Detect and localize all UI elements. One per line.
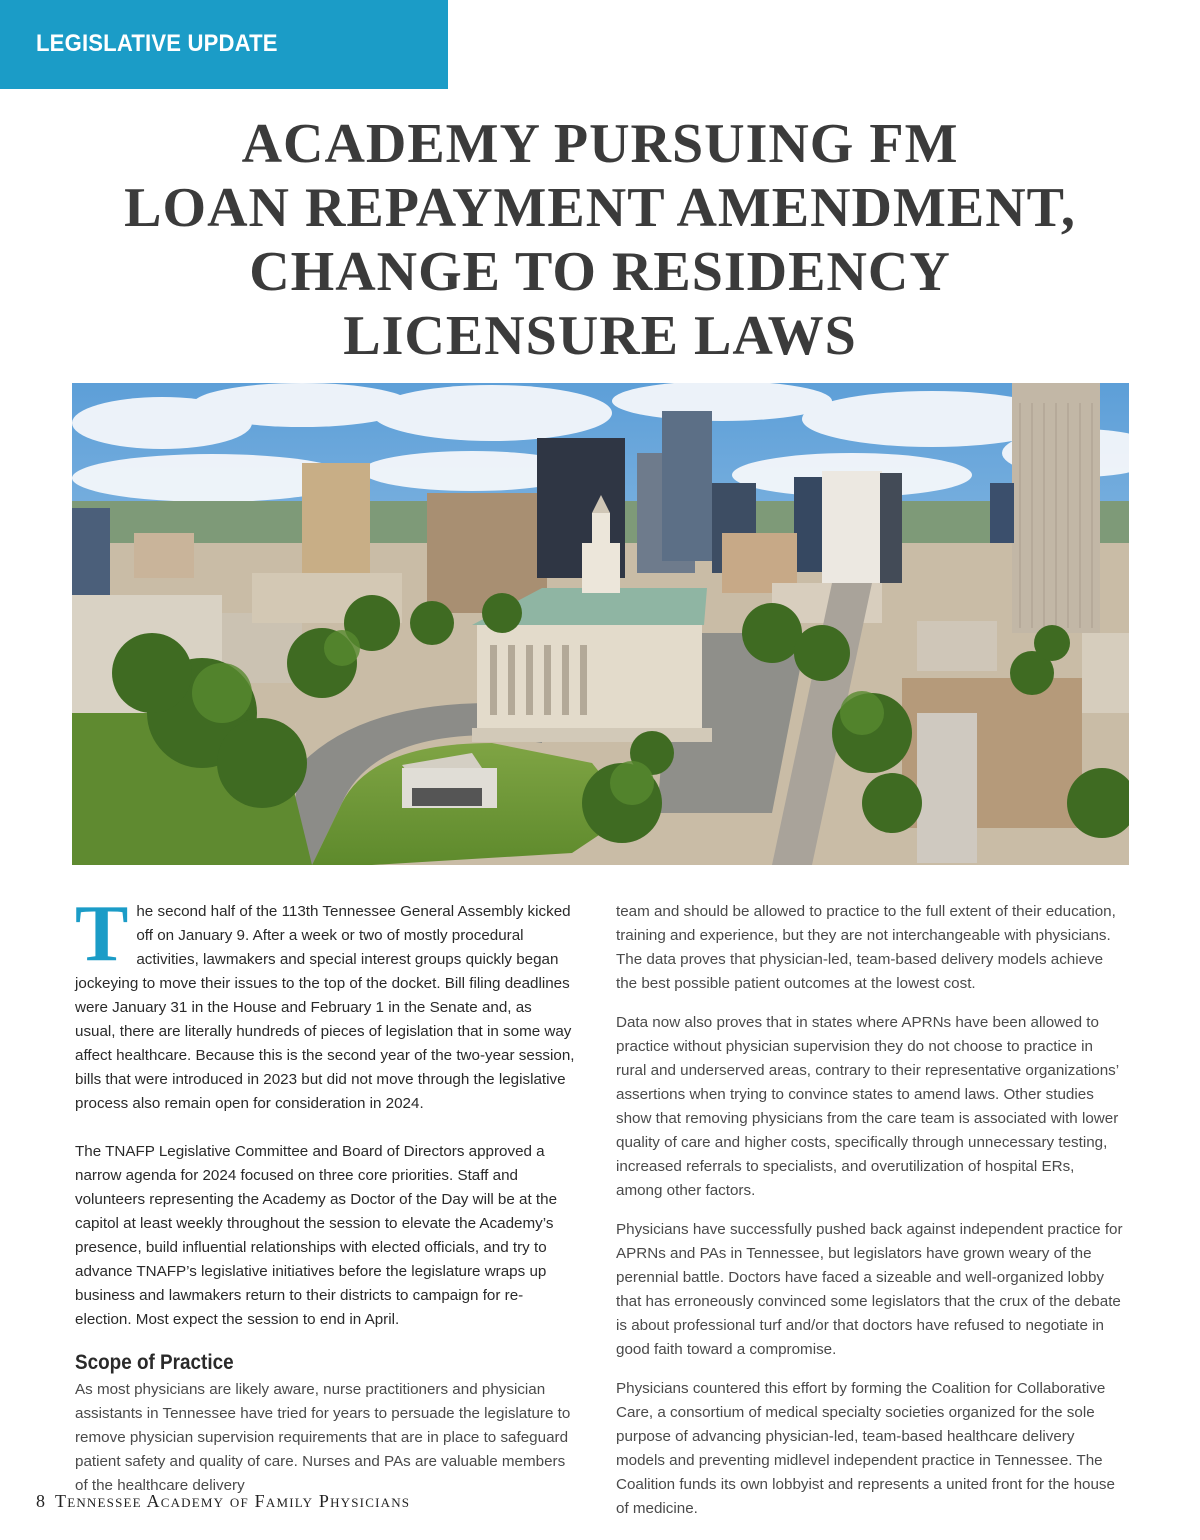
intro-paragraph	[75, 890, 575, 1116]
page-number: 8	[36, 1491, 45, 1511]
article-column-right	[616, 900, 1124, 1521]
body-paragraph: The TNAFP Legislative Committee and Board of Directors approved a narrow agenda for 2024 focused on three core priorities. Staff and volunteers representing the Academy as Doctor of the Day will be at the capitol at least weekly throughout the session to elevate the Academy’s presence, build influential relationships with elected officials, and try to advance TNAFP’s legislative initiatives before the legislature wraps up business and lawmakers return to their districts to campaign for re-election. Most expect the session to end in April.	[75, 1143, 558, 1328]
drop-cap: T	[75, 890, 129, 978]
body-paragraph: Physicians have successfully pushed back against independent practice for APRNs and PAs in Tennessee, but legislators have grown weary of the perennial battle. Doctors have faced a sizeable and well-organized lobby that has erroneously convinced some legislators that the crux of the debate is about professional turf and/or that doctors have refused to negotiate in good faith toward a compromise.	[616, 1221, 1123, 1358]
body-paragraph: Data now also proves that in states where APRNs have been allowed to practice without physician supervision they do not choose to practice in rural and underserved areas, contrary to their representative organizations’ assertions when trying to convince states to amend laws. Other studies show that removing physicians from the care team is associated with lower quality of care and higher costs, specifically through unnecessary testing, increased referrals to specialists, and overutilization of hospital ERs, among other factors.	[616, 1014, 1119, 1199]
section-heading: Scope of Practice	[75, 1351, 234, 1374]
title-line: LOAN REPAYMENT AMENDMENT,	[124, 177, 1076, 239]
publication-name: Tennessee Academy of Family Physicians	[55, 1491, 411, 1511]
intro-text: he second half of the 113th Tennessee General Assembly kicked off on January 9. After a week or two of mostly procedural activities, lawmakers and special interest groups quickly began jockeying to move their issues to the top of the docket. Bill filing deadlines were January 31 in the House and February 1 in the Senate and, as usual, there are literally hundreds of pieces of legislation that in some way affect healthcare. Because this is the second year of the two-year session, bills that were introduced in 2023 but did not move through the legislative process also remain open for consideration in 2024.	[75, 903, 575, 1112]
title-line: ACADEMY PURSUING FM	[241, 113, 959, 175]
title-line: CHANGE TO RESIDENCY	[249, 241, 951, 303]
capitol-aerial-photo	[72, 383, 1129, 865]
section-banner	[0, 0, 448, 89]
body-paragraph: Physicians countered this effort by forming the Coalition for Collaborative Care, a consortium of medical specialty societies organized for the sole purpose of advancing physician-led, team-based healthcare delivery models and preventing midlevel independent practice in Tennessee. The Coalition funds its own lobbyist and represents a united front for the house of medicine.	[616, 1380, 1115, 1517]
body-paragraph: As most physicians are likely aware, nurse practitioners and physician assistants in Tennessee have tried for years to persuade the legislature to remove physician supervision requirements that are in place to safeguard patient safety and quality of care. Nurses and PAs are valuable members of the healthcare delivery	[75, 1381, 571, 1494]
article-title	[60, 112, 1140, 368]
page-footer	[36, 1491, 410, 1512]
article-column-left	[75, 890, 575, 1498]
section-label: LEGISLATIVE UPDATE	[36, 30, 278, 57]
body-paragraph: team and should be allowed to practice to the full extent of their education, training and experience, but they are not interchangeable with physicians. The data proves that physician-led, team-based delivery models achieve the best possible patient outcomes at the lowest cost.	[616, 903, 1116, 992]
title-line: LICENSURE LAWS	[343, 305, 857, 367]
